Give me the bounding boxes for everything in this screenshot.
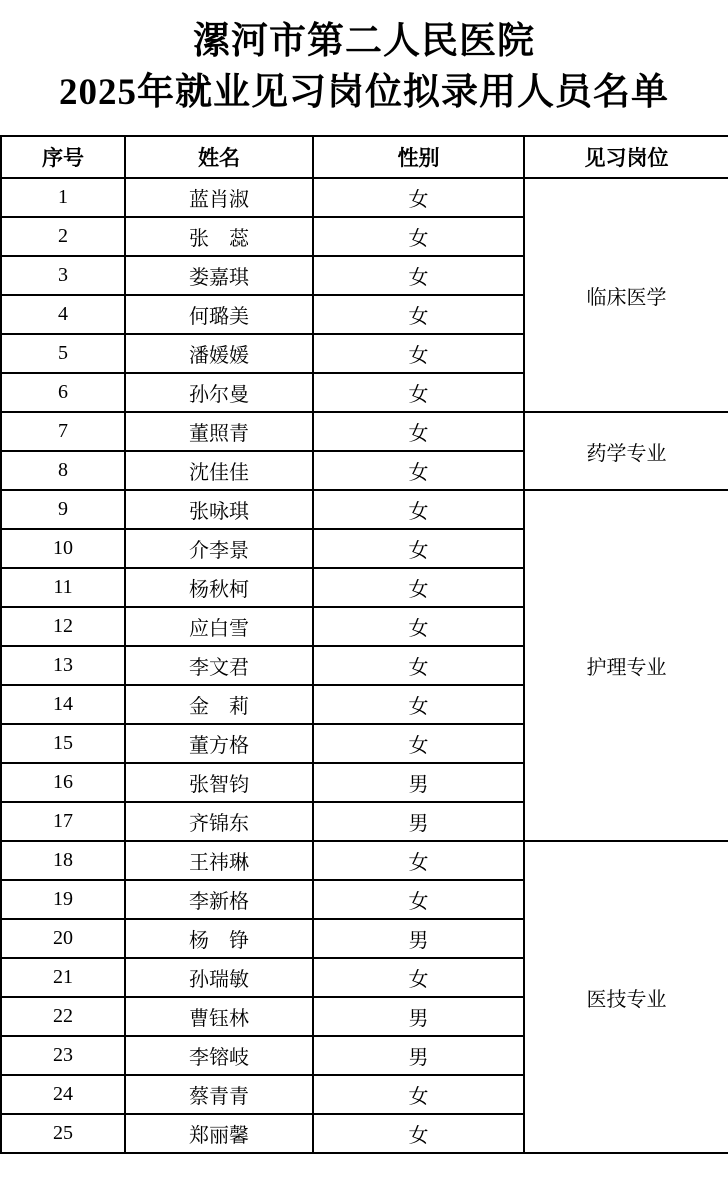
cell-position: 医技专业 [524,841,728,1153]
cell-gender: 女 [313,607,524,646]
cell-no: 3 [1,256,125,295]
cell-no: 6 [1,373,125,412]
cell-gender: 女 [313,841,524,880]
cell-name: 董照青 [125,412,313,451]
cell-name: 沈佳佳 [125,451,313,490]
cell-gender: 女 [313,295,524,334]
cell-name: 金 莉 [125,685,313,724]
cell-name: 李新格 [125,880,313,919]
cell-gender: 女 [313,646,524,685]
page-title-line2: 2025年就业见习岗位拟录用人员名单 [59,72,669,113]
cell-gender: 女 [313,334,524,373]
cell-gender: 女 [313,373,524,412]
column-header-name: 姓名 [125,136,313,178]
cell-no: 19 [1,880,125,919]
cell-no: 14 [1,685,125,724]
cell-name: 孙瑞敏 [125,958,313,997]
cell-gender: 女 [313,178,524,217]
cell-name: 应白雪 [125,607,313,646]
cell-name: 张智钧 [125,763,313,802]
cell-position: 药学专业 [524,412,728,490]
cell-name: 张 蕊 [125,217,313,256]
cell-name: 蔡青青 [125,1075,313,1114]
column-header-gender: 性别 [313,136,524,178]
cell-no: 10 [1,529,125,568]
cell-no: 12 [1,607,125,646]
table-body [1,178,728,1153]
table-row [1,490,728,529]
cell-gender: 女 [313,685,524,724]
cell-no: 8 [1,451,125,490]
cell-no: 13 [1,646,125,685]
cell-name: 娄嘉琪 [125,256,313,295]
cell-gender: 女 [313,412,524,451]
cell-no: 24 [1,1075,125,1114]
cell-gender: 女 [313,958,524,997]
cell-no: 5 [1,334,125,373]
cell-gender: 女 [313,1114,524,1153]
cell-no: 23 [1,1036,125,1075]
cell-no: 2 [1,217,125,256]
cell-gender: 男 [313,997,524,1036]
cell-gender: 女 [313,529,524,568]
cell-name: 郑丽馨 [125,1114,313,1153]
table-header [1,136,728,178]
cell-name: 何璐美 [125,295,313,334]
cell-name: 董方格 [125,724,313,763]
cell-no: 25 [1,1114,125,1153]
cell-name: 介李景 [125,529,313,568]
cell-gender: 男 [313,919,524,958]
cell-name: 曹钰林 [125,997,313,1036]
cell-gender: 男 [313,1036,524,1075]
page-title-line1: 漯河市第二人民医院 [193,21,535,62]
recruitment-table [0,135,728,1154]
cell-position: 临床医学 [524,178,728,412]
cell-gender: 女 [313,724,524,763]
table-row [1,412,728,451]
cell-name: 潘媛媛 [125,334,313,373]
cell-no: 1 [1,178,125,217]
cell-gender: 女 [313,256,524,295]
cell-position: 护理专业 [524,490,728,841]
cell-no: 11 [1,568,125,607]
cell-no: 22 [1,997,125,1036]
cell-name: 蓝肖淑 [125,178,313,217]
column-header-no: 序号 [1,136,125,178]
cell-no: 18 [1,841,125,880]
cell-no: 9 [1,490,125,529]
cell-gender: 女 [313,568,524,607]
cell-name: 李镕岐 [125,1036,313,1075]
cell-gender: 男 [313,763,524,802]
cell-gender: 女 [313,217,524,256]
cell-no: 16 [1,763,125,802]
cell-no: 4 [1,295,125,334]
cell-name: 王祎琳 [125,841,313,880]
cell-name: 张咏琪 [125,490,313,529]
cell-name: 孙尔曼 [125,373,313,412]
cell-no: 15 [1,724,125,763]
cell-gender: 男 [313,802,524,841]
cell-no: 7 [1,412,125,451]
cell-gender: 女 [313,1075,524,1114]
cell-gender: 女 [313,490,524,529]
page-title [0,0,728,135]
table-row [1,178,728,217]
cell-name: 杨 铮 [125,919,313,958]
table-row [1,841,728,880]
cell-name: 齐锦东 [125,802,313,841]
cell-gender: 女 [313,451,524,490]
header-row [1,136,728,178]
cell-no: 21 [1,958,125,997]
cell-name: 李文君 [125,646,313,685]
column-header-position: 见习岗位 [524,136,728,178]
cell-name: 杨秋柯 [125,568,313,607]
cell-no: 20 [1,919,125,958]
cell-no: 17 [1,802,125,841]
cell-gender: 女 [313,880,524,919]
